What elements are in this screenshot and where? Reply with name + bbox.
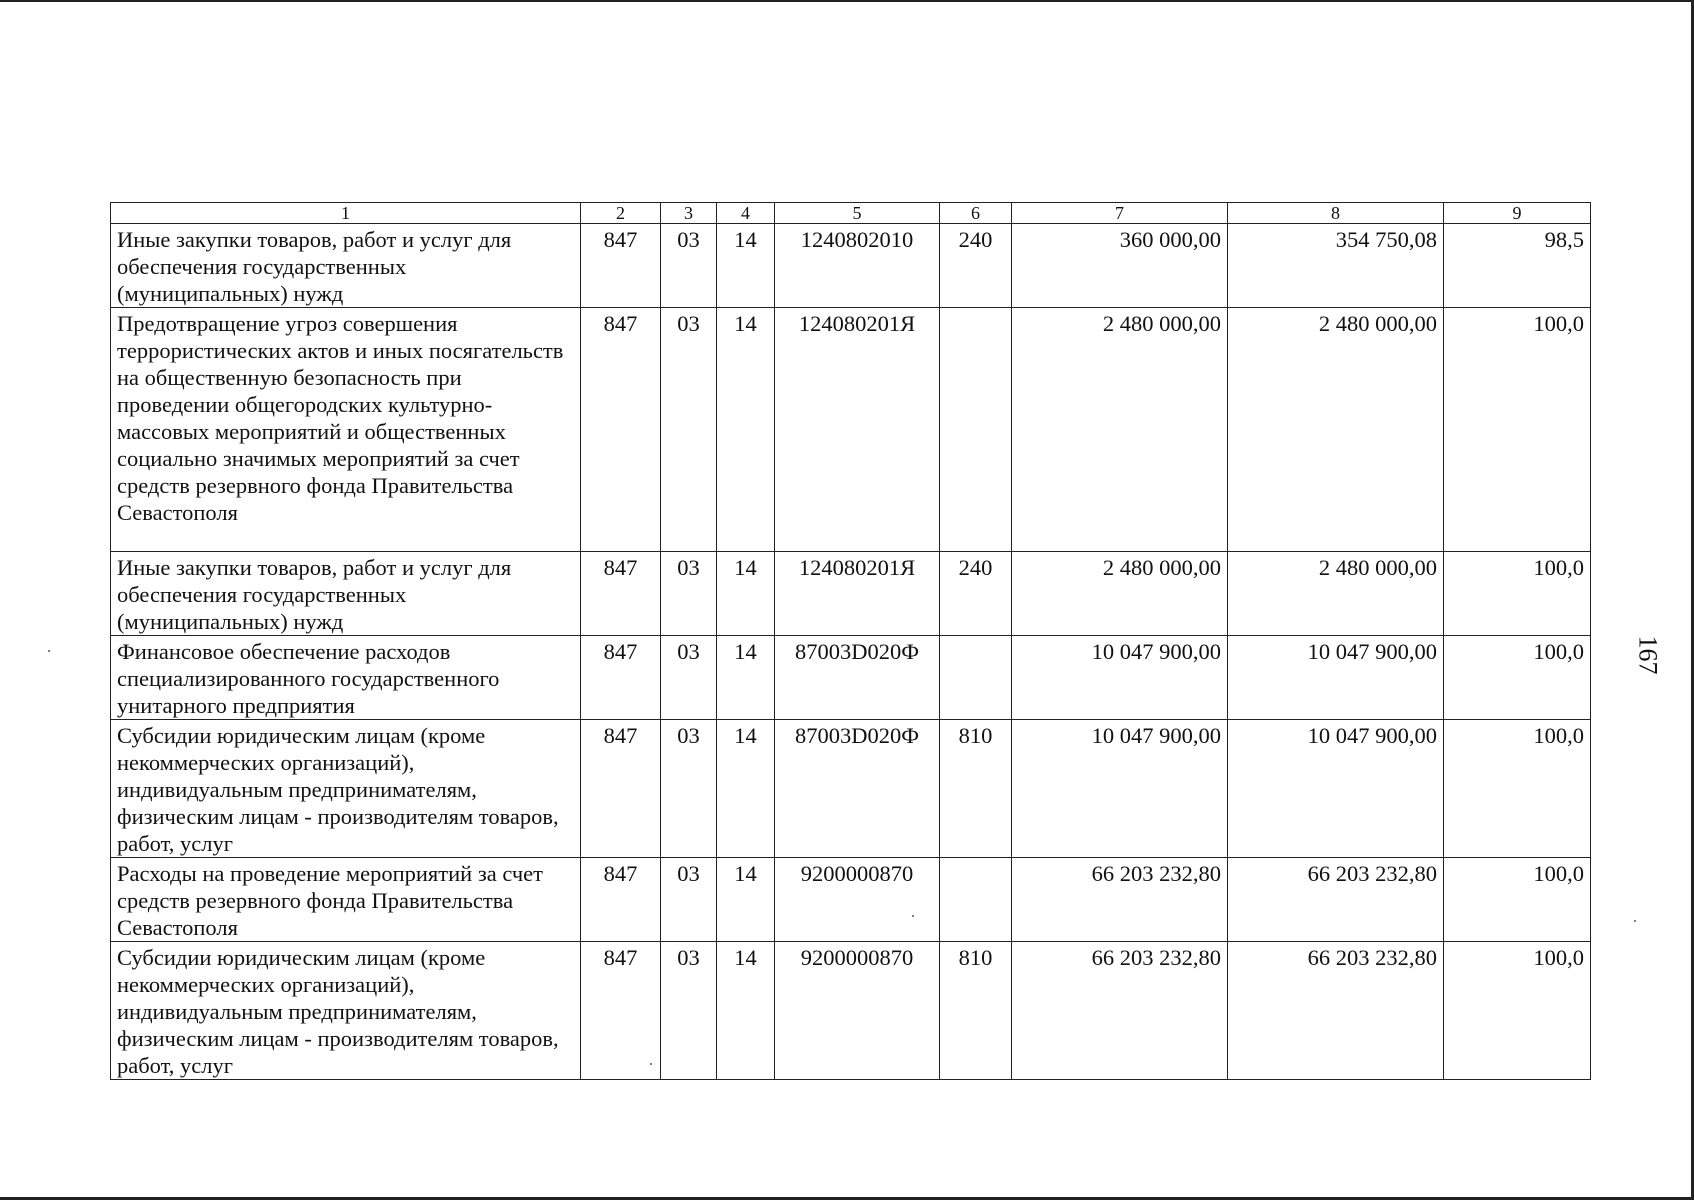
row-description: Иные закупки товаров, работ и услуг для обеспечения государственных (муниципальных) нужд: [111, 552, 581, 636]
ministry-code: 847: [581, 552, 661, 636]
planned-amount: 66 203 232,80: [1012, 942, 1228, 1080]
column-header: 4: [717, 203, 775, 224]
execution-percent: 100,0: [1444, 858, 1591, 942]
executed-amount: 66 203 232,80: [1228, 858, 1444, 942]
table-row: [111, 720, 1591, 858]
subsection-code: 14: [717, 720, 775, 858]
expense-type-code: [940, 308, 1012, 552]
execution-percent: 100,0: [1444, 308, 1591, 552]
section-code: 03: [661, 720, 717, 858]
row-description: Иные закупки товаров, работ и услуг для обеспечения государственных (муниципальных) нужд: [111, 224, 581, 308]
target-article-code: 9200000870: [775, 942, 940, 1080]
page-number: 167: [1633, 635, 1663, 675]
execution-percent: 100,0: [1444, 636, 1591, 720]
column-header: 5: [775, 203, 940, 224]
subsection-code: 14: [717, 224, 775, 308]
section-code: 03: [661, 942, 717, 1080]
planned-amount: 66 203 232,80: [1012, 858, 1228, 942]
execution-percent: 100,0: [1444, 552, 1591, 636]
expense-type-code: [940, 858, 1012, 942]
ministry-code: 847: [581, 636, 661, 720]
section-code: 03: [661, 552, 717, 636]
column-header: 2: [581, 203, 661, 224]
subsection-code: 14: [717, 636, 775, 720]
table-row: [111, 308, 1591, 552]
subsection-code: 14: [717, 942, 775, 1080]
target-article-code: 124080201Я: [775, 552, 940, 636]
target-article-code: 87003D020Ф: [775, 636, 940, 720]
execution-percent: 98,5: [1444, 224, 1591, 308]
row-description: Расходы на проведение мероприятий за счет средств резервного фонда Правительства Севастополя: [111, 858, 581, 942]
target-article-code: 9200000870: [775, 858, 940, 942]
subsection-code: 14: [717, 858, 775, 942]
expense-type-code: [940, 636, 1012, 720]
planned-amount: 360 000,00: [1012, 224, 1228, 308]
section-code: 03: [661, 308, 717, 552]
executed-amount: 66 203 232,80: [1228, 942, 1444, 1080]
scan-speck: [48, 650, 50, 652]
table-row: [111, 942, 1591, 1080]
executed-amount: 354 750,08: [1228, 224, 1444, 308]
expense-type-code: 810: [940, 720, 1012, 858]
column-header: 9: [1444, 203, 1591, 224]
column-header: 6: [940, 203, 1012, 224]
section-code: 03: [661, 858, 717, 942]
budget-table: [110, 202, 1591, 1080]
planned-amount: 2 480 000,00: [1012, 552, 1228, 636]
ministry-code: 847: [581, 942, 661, 1080]
ministry-code: 847: [581, 224, 661, 308]
executed-amount: 10 047 900,00: [1228, 636, 1444, 720]
expense-type-code: 810: [940, 942, 1012, 1080]
table-row: [111, 552, 1591, 636]
ministry-code: 847: [581, 858, 661, 942]
expense-type-code: 240: [940, 224, 1012, 308]
table-row: [111, 636, 1591, 720]
planned-amount: 10 047 900,00: [1012, 720, 1228, 858]
executed-amount: 2 480 000,00: [1228, 552, 1444, 636]
executed-amount: 10 047 900,00: [1228, 720, 1444, 858]
ministry-code: 847: [581, 720, 661, 858]
table-row: [111, 858, 1591, 942]
row-description: Финансовое обеспечение расходов специализированного государственного унитарного предприятия: [111, 636, 581, 720]
target-article-code: 124080201Я: [775, 308, 940, 552]
expense-type-code: 240: [940, 552, 1012, 636]
row-description: Предотвращение угроз совершения террористических актов и иных посягательств на общественную безопасность при проведении общегородских культурно-массовых мероприятий и общественных социально значимых мероприятий за счет средств резервного фонда Правительства Севастополя: [111, 308, 581, 552]
row-description: Субсидии юридическим лицам (кроме некоммерческих организаций), индивидуальным предпринимателям, физическим лицам - производителям товаров, работ, услуг: [111, 720, 581, 858]
scan-speck: [650, 1063, 652, 1065]
column-header: 8: [1228, 203, 1444, 224]
scan-speck: [912, 915, 914, 917]
column-header: 1: [111, 203, 581, 224]
subsection-code: 14: [717, 308, 775, 552]
row-description: Субсидии юридическим лицам (кроме некоммерческих организаций), индивидуальным предпринимателям, физическим лицам - производителям товаров, работ, услуг: [111, 942, 581, 1080]
execution-percent: 100,0: [1444, 942, 1591, 1080]
ministry-code: 847: [581, 308, 661, 552]
target-article-code: 1240802010: [775, 224, 940, 308]
table-row: [111, 224, 1591, 308]
section-code: 03: [661, 636, 717, 720]
subsection-code: 14: [717, 552, 775, 636]
execution-percent: 100,0: [1444, 720, 1591, 858]
column-number-row: [111, 203, 1591, 224]
scan-border-top: [0, 0, 1694, 2]
section-code: 03: [661, 224, 717, 308]
column-header: 7: [1012, 203, 1228, 224]
planned-amount: 10 047 900,00: [1012, 636, 1228, 720]
executed-amount: 2 480 000,00: [1228, 308, 1444, 552]
scan-speck: [1634, 920, 1636, 922]
target-article-code: 87003D020Ф: [775, 720, 940, 858]
planned-amount: 2 480 000,00: [1012, 308, 1228, 552]
column-header: 3: [661, 203, 717, 224]
